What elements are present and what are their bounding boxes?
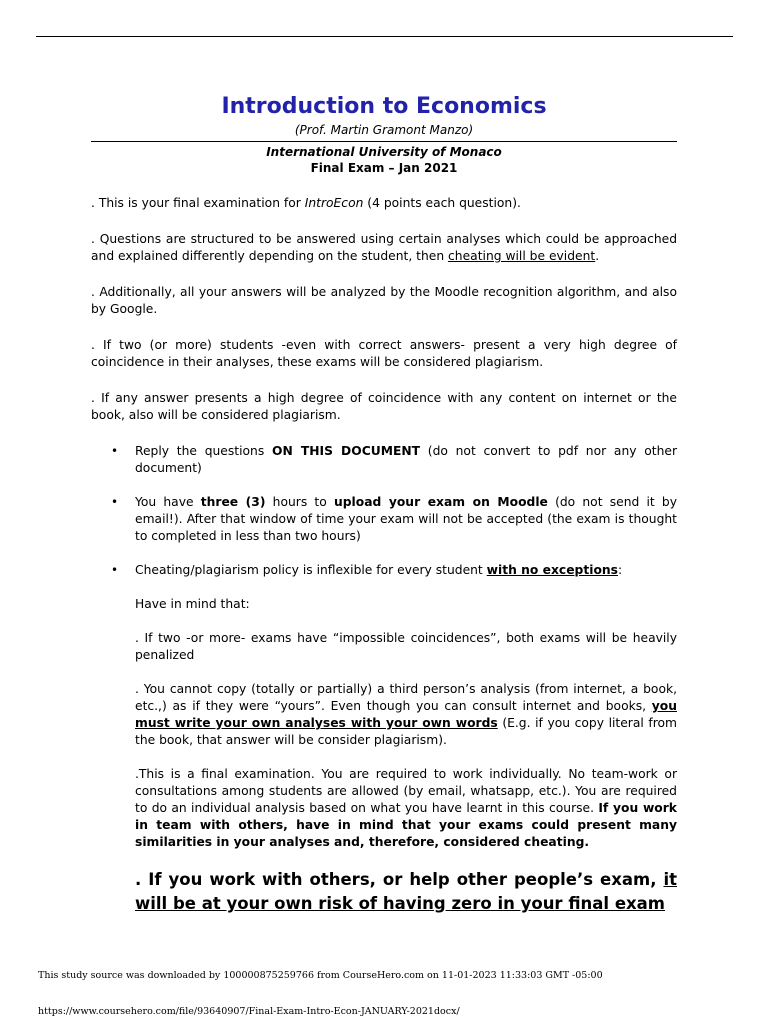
paragraph-intro: . This is your final examination for IntroEcon (4 points each question). xyxy=(91,196,521,210)
note-copy: . You cannot copy (totally or partially) a third person’s analysis (from internet, a book, etc.,) as if they were “yours”. Even though you can consult internet and books, you must write your own analyses with your own words (E.g. if you copy literal from the book, that answer will be consider plagiarism). xyxy=(135,682,678,747)
top-divider xyxy=(36,36,733,37)
header-rule xyxy=(91,141,677,142)
bullet-policy: • Cheating/plagiarism policy is inflexible for every student with no exceptions: xyxy=(111,563,623,577)
source-url: https://www.coursehero.com/file/93640907/Final-Exam-Intro-Econ-JANUARY-2021docx/ xyxy=(38,1006,460,1017)
bullet-reply: • Reply the questions ON THIS DOCUMENT (do not convert to pdf nor any other document) xyxy=(111,444,678,475)
university-name: International University of Monaco xyxy=(266,145,502,159)
bullet-time: • You have three (3) hours to upload your exam on Moodle (do not send it by email!). After that window of time your exam will not be accepted (the exam is thought to completed in less than two hours) xyxy=(111,495,677,543)
professor-name: (Prof. Martin Gramont Manzo) xyxy=(294,123,474,137)
final-warning: . If you work with others, or help other people’s exam, it will be at your own risk of having zero in your final exam xyxy=(135,870,677,913)
note-coincidences: . If two -or more- exams have “impossible coincidences”, both exams will be heavily penalized xyxy=(135,631,677,662)
download-notice: This study source was downloaded by 100000875259766 from CourseHero.com on 11-01-2023 11:33:03 GMT -05:00 xyxy=(38,970,603,981)
bullet-icon: • xyxy=(111,444,119,458)
note-individual: .This is a final examination. You are required to work individually. No team-work or consultations among students are allowed (by email, whatsapp, etc.). You are required to do an individual analysis based on what you have learnt in this course. If you work in team with others, have in mind that your exams could present many similarities in your analyses and, therefore, considered cheating. xyxy=(135,767,677,849)
have-in-mind: Have in mind that: xyxy=(135,597,250,611)
document-title: Introduction to Economics xyxy=(221,94,547,119)
exam-name: Final Exam – Jan 2021 xyxy=(310,161,458,175)
paragraph-coincidence: . If two (or more) students -even with correct answers- present a very high degree of coincidence in their analyses, these exams will be considered plagiarism. xyxy=(91,338,677,369)
paragraph-structure: . Questions are structured to be answered using certain analyses which could be approached and explained differently depending on the student, then cheating will be evident. xyxy=(91,232,677,263)
paragraph-internet: . If any answer presents a high degree of coincidence with any content on internet or the book, also will be considered plagiarism. xyxy=(91,391,677,422)
bullet-icon: • xyxy=(111,563,119,577)
document-body xyxy=(91,92,677,916)
paragraph-moodle: . Additionally, all your answers will be analyzed by the Moodle recognition algorithm, and also by Google. xyxy=(91,285,677,316)
bullet-icon: • xyxy=(111,495,119,509)
